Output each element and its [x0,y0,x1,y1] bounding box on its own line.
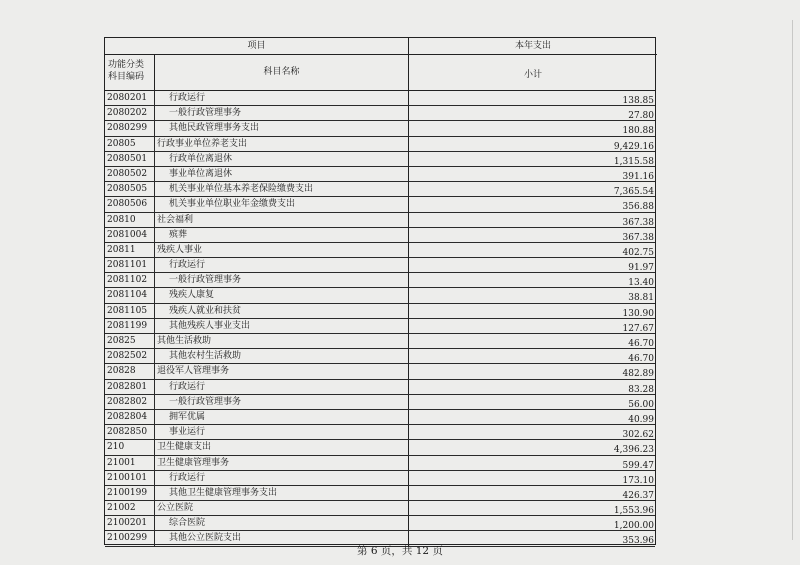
row-code: 2081199 [105,319,155,333]
row-amount: 7,365.54 [613,187,654,198]
table-row [105,91,655,106]
row-amount: 130.90 [622,308,654,319]
row-name: 一般行政管理事务 [155,106,409,120]
row-amount: 353.96 [622,536,654,547]
row-code: 2100101 [105,471,155,485]
table-row [105,486,655,501]
row-code: 2080506 [105,197,155,211]
row-name: 行政事业单位养老支出 [155,137,409,151]
table-row [105,182,655,197]
row-code: 210 [105,440,155,454]
row-amount: 402.75 [622,247,654,258]
row-code: 20825 [105,334,155,348]
table-row [105,395,655,410]
row-code: 20811 [105,243,155,257]
row-amount: 138.85 [622,96,654,106]
row-name: 其他民政管理事务支出 [155,121,409,135]
row-code: 20810 [105,213,155,227]
table-row [105,167,655,182]
row-name: 社会福利 [155,213,409,227]
row-amount: 391.16 [622,171,654,182]
row-code: 2081104 [105,288,155,302]
row-amount: 1,200.00 [613,521,654,532]
row-code: 2100199 [105,486,155,500]
row-name: 殡葬 [155,228,409,242]
row-amount: 302.62 [622,430,654,441]
row-amount: 91.97 [628,263,654,274]
row-amount: 367.38 [622,217,654,228]
table-row [105,243,655,258]
table-row [105,258,655,273]
row-code: 21002 [105,501,155,515]
table-row [105,440,655,455]
row-name: 公立医院 [155,501,409,515]
table-row [105,364,655,379]
row-code: 2082502 [105,349,155,363]
row-name: 机关事业单位基本养老保险缴费支出 [155,182,409,196]
scan-edge-line [792,20,793,540]
row-name: 其他卫生健康管理事务支出 [155,486,409,500]
row-code: 2080505 [105,182,155,196]
row-name: 退役军人管理事务 [155,364,409,378]
row-code: 20828 [105,364,155,378]
row-name: 卫生健康支出 [155,440,409,454]
table-row [105,501,655,516]
table-row [105,121,655,136]
row-name: 残疾人事业 [155,243,409,257]
table-row [105,137,655,152]
row-name: 机关事业单位职业年金缴费支出 [155,197,409,211]
row-amount: 599.47 [622,460,654,471]
row-amount: 482.89 [622,369,654,380]
table-row [105,334,655,349]
row-name: 卫生健康管理事务 [155,456,409,470]
row-name: 一般行政管理事务 [155,273,409,287]
row-code: 2081101 [105,258,155,272]
row-name: 一般行政管理事务 [155,395,409,409]
header-xiangmu: 项目 [105,38,409,55]
row-amount: 356.88 [622,202,654,213]
row-amount: 46.70 [628,354,654,365]
page-number: 第 6 页，共 12 页 [357,545,443,557]
table-row [105,410,655,425]
header-name-label: 科目名称 [155,55,409,91]
table-row [105,471,655,486]
row-name: 行政单位离退休 [155,152,409,166]
table-row [105,106,655,121]
row-code: 2100299 [105,531,155,545]
table-row [105,288,655,303]
row-amount: 173.10 [622,475,654,486]
table-row [105,152,655,167]
table-row [105,213,655,228]
table-header [105,38,655,91]
row-code: 2080202 [105,106,155,120]
row-amount: 426.37 [622,490,654,501]
row-code: 2081102 [105,273,155,287]
header-code-label-line: 功能分类 [108,60,145,70]
row-code: 2082802 [105,395,155,409]
row-code: 20805 [105,137,155,151]
row-code: 2080201 [105,91,155,105]
table-row [105,273,655,288]
row-amount: 9,429.16 [613,141,654,152]
row-code: 2081004 [105,228,155,242]
row-name: 其他生活救助 [155,334,409,348]
row-name: 行政运行 [155,471,409,485]
row-name: 残疾人康复 [155,288,409,302]
expenditure-table [104,37,656,545]
row-code: 2080501 [105,152,155,166]
row-amount: 40.99 [628,414,654,425]
table-row [105,304,655,319]
row-code: 2100201 [105,516,155,530]
header-code-label-line: 科目编码 [108,72,145,82]
row-name: 残疾人就业和扶贫 [155,304,409,318]
row-name: 行政运行 [155,380,409,394]
table-row [105,456,655,471]
row-name: 事业运行 [155,425,409,439]
row-name: 行政运行 [155,258,409,272]
row-amount: 83.28 [628,384,654,395]
row-code: 2082850 [105,425,155,439]
header-benian: 本年支出 [409,38,657,55]
row-amount: 13.40 [628,278,654,289]
row-name: 事业单位离退休 [155,167,409,181]
table-row [105,516,655,531]
table-row [105,197,655,212]
table-row [105,425,655,440]
row-amount: 4,396.23 [613,445,654,456]
row-code: 2082801 [105,380,155,394]
table-row [105,349,655,364]
row-name: 其他农村生活救助 [155,349,409,363]
table-row [105,380,655,395]
table-row [105,319,655,334]
row-amount: 56.00 [628,399,654,410]
table-row [105,228,655,243]
row-code: 2080299 [105,121,155,135]
row-amount: 38.81 [628,293,654,304]
row-code: 2080502 [105,167,155,181]
row-amount: 1,315.58 [613,156,654,167]
row-name: 拥军优属 [155,410,409,424]
header-subtotal-label: 小计 [523,70,542,80]
row-amount: 180.88 [622,126,654,137]
row-name: 其他残疾人事业支出 [155,319,409,333]
row-code: 21001 [105,456,155,470]
row-amount: 127.67 [622,323,654,334]
row-amount: 367.38 [622,232,654,243]
row-amount: 1,553.96 [613,506,654,517]
table-body [105,91,655,547]
row-amount: 27.80 [628,111,654,122]
header-code-label [105,55,155,91]
row-code: 2081105 [105,304,155,318]
row-code: 2082804 [105,410,155,424]
row-name: 综合医院 [155,516,409,530]
row-name: 行政运行 [155,91,409,105]
row-amount: 46.70 [628,339,654,349]
row-name: 其他公立医院支出 [155,531,409,545]
